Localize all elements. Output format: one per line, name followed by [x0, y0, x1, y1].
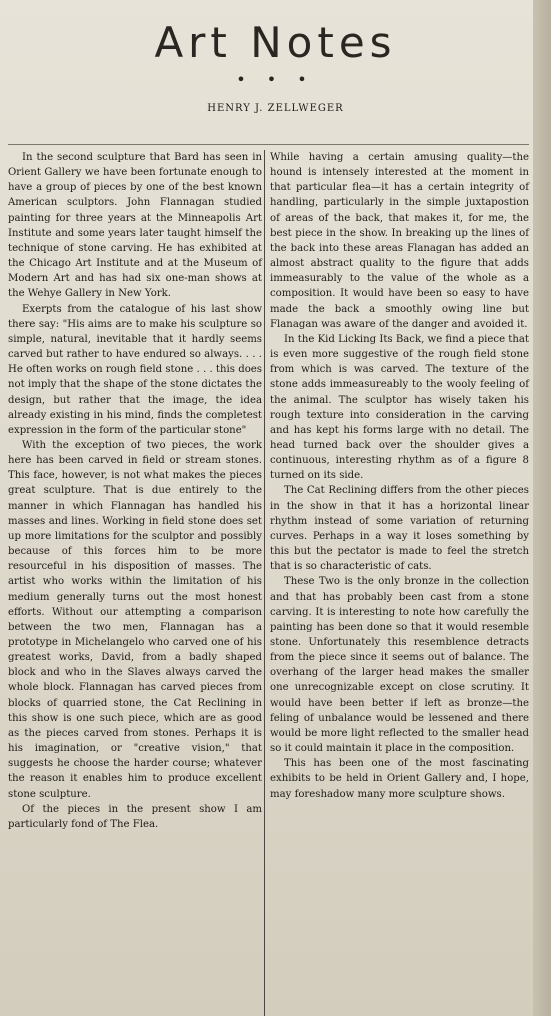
paragraph: These Two is the only bronze in the collection and that has probably been cast from a stone carving. It is interesting to note how carefully the painting has been done so that it would resemble stone. Unfortunately this resemblence detracts from the piece since it seems out of balance. The overhang of the larger head makes the smaller one unrecognizable except on close scrutiny. It would have been better if left as bronze—the feling of unbalance would be lessened and there would be more light reflected to the smaller head so it could maintain it place in the composition.: [270, 576, 529, 755]
paragraph: While having a certain amusing quality—the hound is intensely interested at the moment in that particular flea—it has a certain integrity of handling, particularly in the simple juxtapostion of areas of the back, that makes it, for me, the best piece in the show. In breaking up the lines of the back into these areas Flanagan has added an almost abstract quality to the figure that adds immeasurably to the value of the whole as a composition. It would have been so easy to have made the back a smoothly owing line but Flanagan was aware of the danger and avoided it.: [270, 152, 529, 330]
paragraph: In the second sculpture that Bard has seen in Orient Gallery we have been fortunate enough to have a group of pieces by one of the best known American sculptors. John Flannagan studied painting for three years at the Minneapolis Art Institute and some years later taught himself the technique of stone carving. He has exhibited at the Chicago Art Institute and at the Museum of Modern Art and has had six one-man shows at the Wehye Gallery in New York.: [8, 152, 262, 300]
article-byline: HENRY J. ZELLWEGER: [207, 103, 344, 114]
paragraph: This has been one of the most fascinating exhibits to be held in Orient Gallery and, I hope, may foreshadow many more sculpture shows.: [270, 758, 529, 800]
paragraph: Exerpts from the catalogue of his last show there say: "His aims are to make his sculpture so simple, natural, inevitable that it hardly seems carved but rather to have endured so always. . . . He often works on rough field stone . . . this does not imply that the shape of the stone dictates the design, but rather that the image, the idea already existing in his mind, finds the completest expression in the form of the particular stone": [8, 303, 262, 436]
title-ornament: • • •: [236, 70, 315, 89]
paragraph: With the exception of two pieces, the work here has been carved in field or stream stones. This face, however, is not what makes the pieces great sculpture. That is due entirely to the manner in which Flannagan has handled his masses and lines. Working in field stone does set up more limitations for the sculptor and possibly because of this forces him to be more resourceful in his disposition of masses. The artist who works within the limitation of his medium generally turns out the most honest efforts. Without our attempting a comparison between the two men, Flannagan has a prototype in Michelangelo who carved one of his greatest works, David, from a badly shaped block and who in the Slaves always carved the whole block. Flannagan has carved pieces from blocks of quarried stone, the Cat Reclining in this show is one such piece, which are as good as the pieces carved from stones. Perhaps it is his imagination, or "creative vision," that suggests he choose the harder course; whatever the reason it enables him to produce excellent stone sculpture.: [8, 439, 262, 800]
article-title: Art Notes: [154, 18, 397, 67]
paragraph: Of the pieces in the present show I am particularly fond of The Flea.: [8, 803, 262, 830]
left-column: [8, 150, 262, 832]
column-divider: [264, 150, 265, 1016]
paper-edge: [533, 0, 551, 1016]
right-column: [270, 150, 529, 802]
paragraph: The Cat Reclining differs from the other pieces in the show in that it has a horizontal linear rhythm instead of some variation of returning curves. Perhaps in a way it loses something by this but the pectator is made to feel the stretch that is so characteristic of cats.: [270, 485, 529, 573]
paragraph: In the Kid Licking Its Back, we find a piece that is even more suggestive of the rough field stone from which is was carved. The texture of the stone adds immeasureably to the wooly feeling of the animal. The sculptor has wisely taken his rough texture into consideration in the carving and has kept his forms large with no detail. The head turned back over the shoulder gives a continuous, interesting rhythm as of a figure 8 turned on its side.: [270, 333, 529, 482]
top-divider: [8, 144, 529, 145]
